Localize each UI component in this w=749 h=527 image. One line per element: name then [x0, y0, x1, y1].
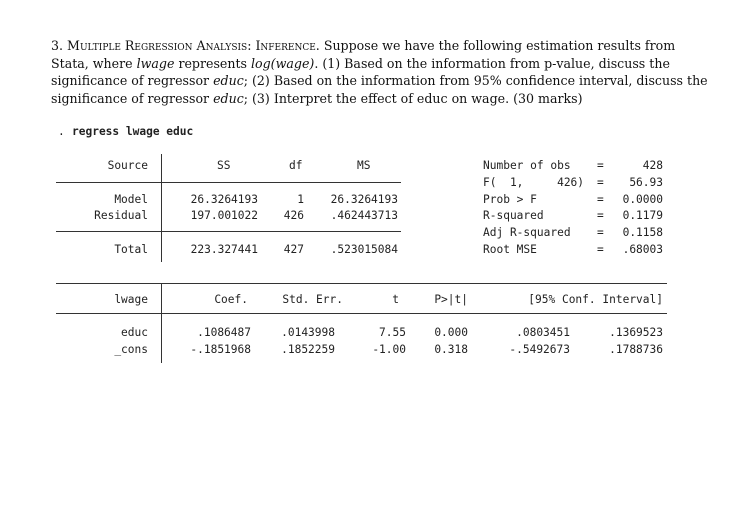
coef-header-rule: [56, 313, 667, 314]
anova-total-ss: 223.327441: [190, 243, 258, 256]
question-text-2: represents: [174, 55, 252, 71]
coef-educ-t: 7.55: [379, 326, 406, 339]
anova-header-source: Source: [107, 159, 148, 172]
command-text: regress lwage educ: [72, 125, 194, 138]
anova-residual-source: Residual: [94, 209, 148, 222]
coef-header-ci: [95% Conf. Interval]: [528, 293, 663, 306]
stat-label-r2: R-squared: [483, 209, 544, 222]
question-number: 3.: [51, 38, 64, 53]
question-text-3: . (1) Based on the information from p-value, discuss the significance of regressor: [51, 55, 670, 88]
coef-cons-ci-high: .1788736: [609, 343, 663, 356]
stat-label-nobs: Number of obs: [483, 159, 571, 172]
coef-top-rule: [56, 283, 667, 284]
coef-header-p: P>|t|: [434, 293, 468, 306]
stat-value-nobs: 428: [642, 159, 663, 172]
coef-cons-se: .1852259: [281, 343, 335, 356]
stat-value-f: 56.93: [629, 176, 663, 189]
coef-cons-var: _cons: [114, 343, 148, 356]
coef-educ-ci-high: .1369523: [609, 326, 663, 339]
question-text-1: Suppose we have the following estimation results from Stata, where: [51, 38, 676, 71]
stat-eq-r2: =: [597, 209, 604, 222]
anova-total-rule: [56, 231, 401, 232]
question-text-4: ; (2) Based on the information from 95% confidence interval, discuss the significance of regressor: [51, 73, 708, 106]
anova-total-source: Total: [114, 243, 148, 256]
stat-value-rmse: .68003: [622, 243, 663, 256]
command-prompt: .: [58, 125, 65, 138]
coef-educ-var: educ: [121, 326, 148, 339]
var-lwage: lwage: [136, 55, 175, 71]
coef-educ-coef: .1086487: [197, 326, 251, 339]
anova-model-ss: 26.3264193: [190, 193, 258, 206]
anova-header-ss: SS: [217, 159, 231, 172]
anova-header-df: df: [289, 159, 303, 172]
stat-eq-rmse: =: [597, 243, 604, 256]
question-text-5: ; (3) Interpret the effect of educ on wage. (30 marks): [243, 90, 583, 106]
question-text: [51, 37, 711, 107]
coef-cons-t: -1.00: [372, 343, 406, 356]
coef-educ-ci-low: .0803451: [516, 326, 570, 339]
stat-label-rmse: Root MSE: [483, 243, 537, 256]
anova-header-ms: MS: [357, 159, 371, 172]
anova-model-source: Model: [114, 193, 148, 206]
anova-residual-df: 426: [283, 209, 304, 222]
anova-residual-ms: .462443713: [330, 209, 398, 222]
anova-total-ms: .523015084: [330, 243, 398, 256]
stat-value-r2: 0.1179: [622, 209, 663, 222]
stat-label-adjr2: Adj R-squared: [483, 226, 571, 239]
stat-label-f: F( 1, 426): [483, 176, 585, 189]
anova-total-df: 427: [283, 243, 304, 256]
coef-header-se: Std. Err.: [282, 293, 343, 306]
stat-eq-nobs: =: [597, 159, 604, 172]
anova-model-ms: 26.3264193: [330, 193, 398, 206]
educ-italic-2: educ: [213, 90, 244, 106]
stat-eq-f: =: [597, 176, 604, 189]
coef-educ-p: 0.000: [434, 326, 468, 339]
coef-cons-coef: -.1851968: [190, 343, 251, 356]
coef-cons-ci-low: -.5492673: [509, 343, 570, 356]
stat-value-probf: 0.0000: [622, 193, 663, 206]
log-wage: log(wage): [251, 55, 315, 71]
coef-header-depvar: lwage: [114, 293, 148, 306]
stat-eq-adjr2: =: [597, 226, 604, 239]
coef-educ-se: .0143998: [281, 326, 335, 339]
anova-residual-ss: 197.001022: [190, 209, 258, 222]
coef-cons-p: 0.318: [434, 343, 468, 356]
anova-model-df: 1: [297, 193, 304, 206]
question-title: Multiple Regression Analysis: Inference.: [67, 38, 320, 53]
coef-header-t: t: [392, 293, 399, 306]
anova-header-rule: [56, 182, 401, 183]
stat-label-probf: Prob > F: [483, 193, 537, 206]
stat-value-adjr2: 0.1158: [622, 226, 663, 239]
educ-italic-1: educ: [213, 73, 244, 88]
coef-header-coef: Coef.: [214, 293, 248, 306]
stat-eq-probf: =: [597, 193, 604, 206]
